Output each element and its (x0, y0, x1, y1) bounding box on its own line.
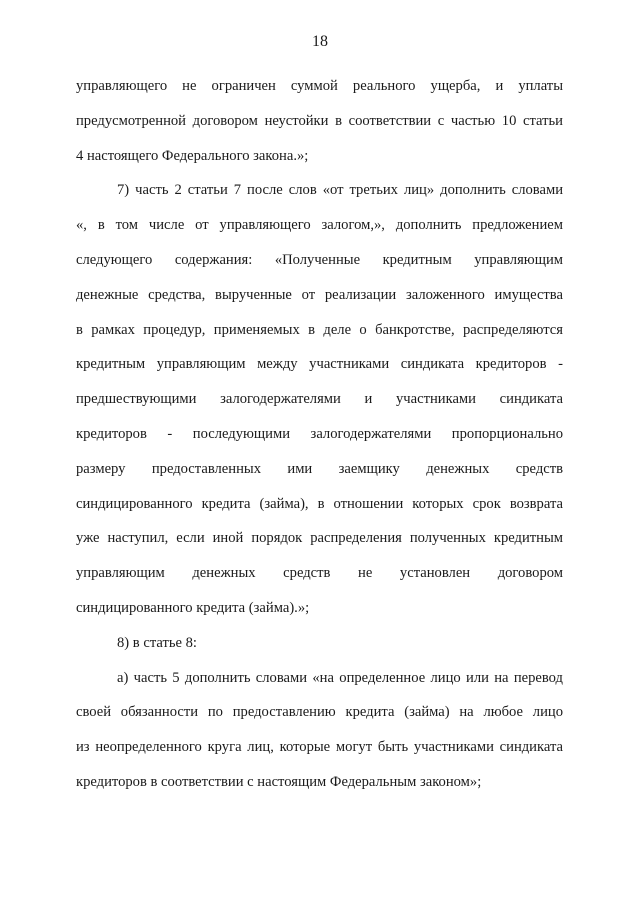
text-line: из неопределенного круга лиц, которые могут быть участниками синдиката (76, 739, 563, 756)
text-line: денежные средства, вырученные от реализации заложенного имущества (76, 286, 563, 303)
text-line: уже наступил, если иной порядок распределения полученных кредитным (76, 530, 563, 547)
text-line: 7) часть 2 статьи 7 после слов «от третьих лиц» дополнить словами (117, 182, 563, 199)
text-line: предшествующими залогодержателями и участниками синдиката (76, 391, 563, 408)
text-line: следующего содержания: «Полученные кредитным управляющим (76, 251, 563, 268)
text-line: своей обязанности по предоставлению кредита (займа) на любое лицо (76, 704, 563, 721)
text-line: управляющим денежных средств не установлен договором (76, 565, 563, 582)
text-line: «, в том числе от управляющего залогом,», дополнить предложением (76, 217, 563, 234)
text-line: кредиторов - последующими залогодержателями пропорционально (76, 425, 563, 442)
text-line: в рамках процедур, применяемых в деле о банкротстве, распределяются (76, 321, 563, 338)
text-line: синдицированного кредита (займа).»; (76, 599, 310, 616)
document-body (76, 69, 563, 800)
text-line: предусмотренной договором неустойки в соответствии с частью 10 статьи (76, 112, 563, 129)
text-line: кредиторов в соответствии с настоящим Федеральным законом»; (76, 773, 482, 790)
text-line: кредитным управляющим между участниками синдиката кредиторов - (76, 356, 563, 373)
text-line: 4 настоящего Федерального закона.»; (76, 147, 309, 164)
text-line: а) часть 5 дополнить словами «на определенное лицо или на перевод (117, 669, 563, 686)
page-number: 18 (312, 33, 328, 50)
text-line: размеру предоставленных ими заемщику денежных средств (76, 460, 563, 477)
text-line: управляющего не ограничен суммой реального ущерба, и уплаты (76, 78, 563, 94)
text-line: синдицированного кредита (займа), в отношении которых срок возврата (76, 495, 563, 512)
text-line: 8) в статье 8: (117, 634, 197, 651)
